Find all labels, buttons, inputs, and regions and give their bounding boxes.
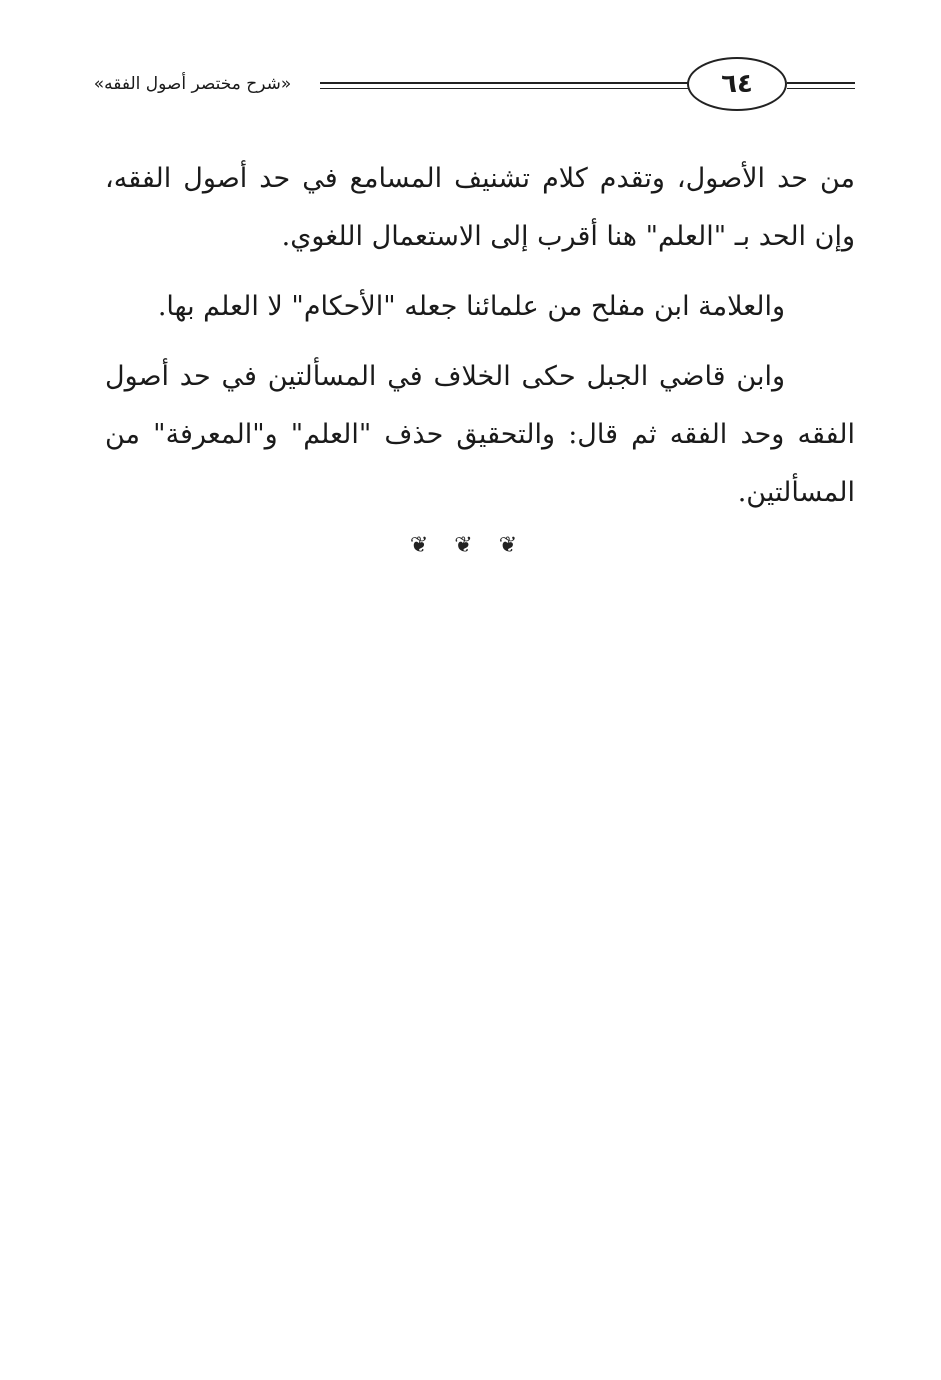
header-rule-left bbox=[320, 82, 690, 84]
header-rule-right-thin bbox=[787, 88, 855, 89]
page-body bbox=[105, 150, 855, 522]
floral-ornament-icon: ❦ bbox=[454, 533, 487, 558]
floral-ornament-icon: ❦ bbox=[409, 533, 443, 558]
header-rule-left-thin bbox=[320, 88, 690, 89]
page-number: ٦٤ bbox=[721, 69, 753, 99]
floral-ornament-icon: ❦ bbox=[498, 533, 532, 558]
page-header bbox=[75, 55, 855, 125]
paragraph-3: وابن قاضي الجبل حكى الخلاف في المسألتين في حد أصول الفقه وحد الفقه ثم قال: والتحقيق حذف "العلم" و"المعرفة" من المسألتين. bbox=[105, 361, 855, 508]
section-end-ornaments bbox=[0, 533, 941, 558]
header-rule-right bbox=[787, 82, 855, 84]
paragraph-2: والعلامة ابن مفلح من علمائنا جعله "الأحكام" لا العلم بها. bbox=[157, 291, 785, 322]
page-number-badge bbox=[687, 57, 787, 111]
running-title: «شرح مختصر أصول الفقه» bbox=[93, 74, 292, 94]
paragraph-1: من حد الأصول، وتقدم كلام تشنيف المسامع في حد أصول الفقه، وإن الحد بـ "العلم" هنا أقرب إلى الاستعمال اللغوي. bbox=[105, 163, 855, 252]
